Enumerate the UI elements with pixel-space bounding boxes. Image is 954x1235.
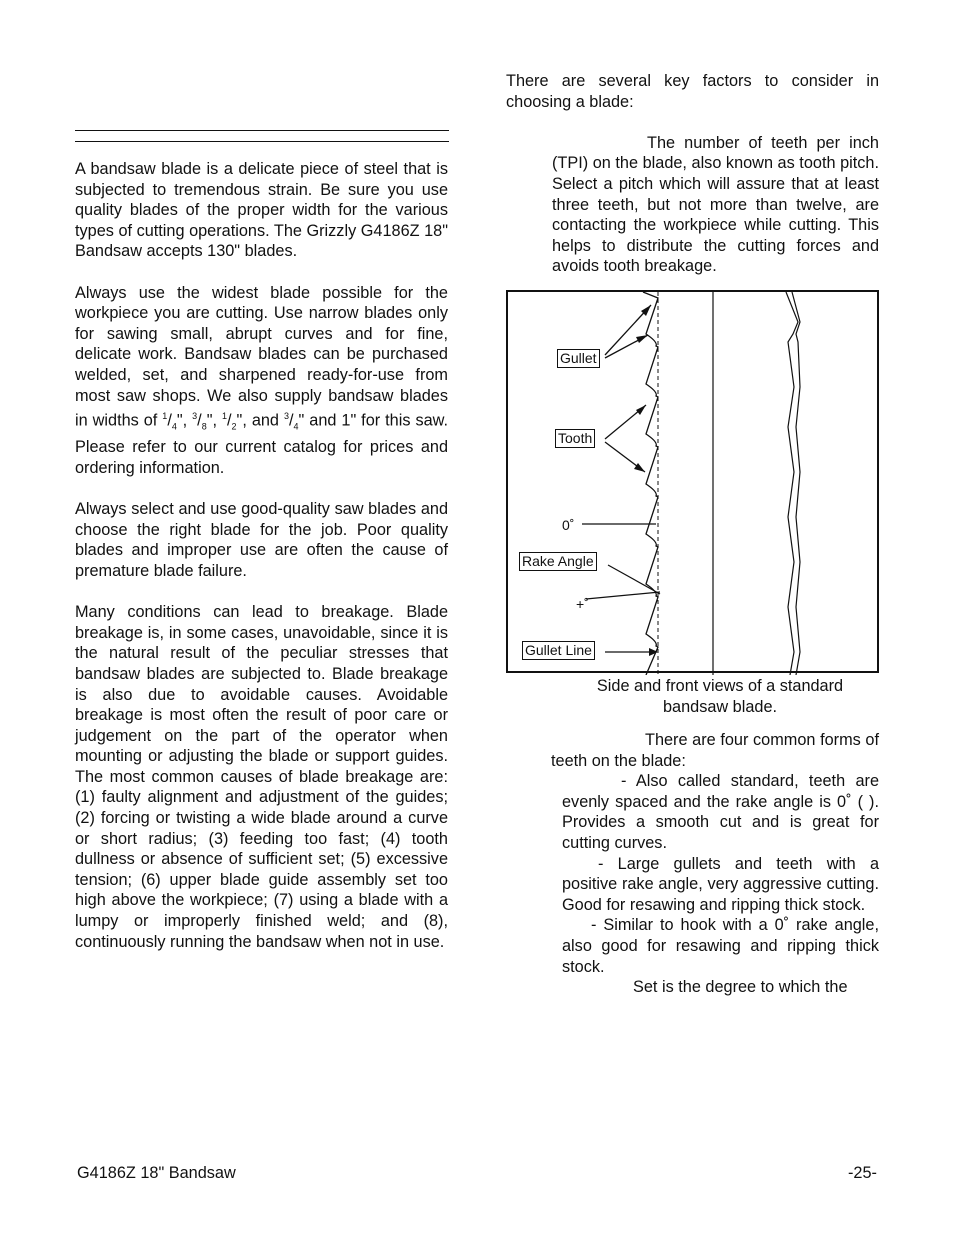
caption-line-1: Side and front views of a standard <box>596 677 844 695</box>
figure-caption <box>560 676 880 717</box>
tooth-label: Tooth <box>555 429 595 448</box>
section-rule-bottom <box>75 141 449 142</box>
rake-line-2 <box>608 565 660 594</box>
blade-quality-paragraph: Always select and use good-quality saw blades and choose the right blade for the job. Poor quality blades and improper use are often the cause of premature blade failure. <box>75 500 448 580</box>
blade-breakage-paragraph: Many conditions can lead to breakage. Blade breakage is, in some cases, unavoidable, since it is the natural result of the peculiar stresses that bandsaw blades are subjected to. Blade breakage is also due to avoidable causes. Avoidable breakage is most often the result of poor care or judgement on the part of the operator when mounting or adjusting the blade or support guides. The most common causes of blade breakage are: (1) faulty alignment and adjustment of the guides; (2) forcing or twisting a wide blade around a curve or short radius; (3) feeding too fast; (4) tooth dullness or absence of sufficient set; (5) excessive tension; (6) upper blade guide assembly set too high above the workpiece; (7) using a blade with a lumpy or improperly finished weld; and (8), continuously running the bandsaw when not in use. <box>75 603 448 951</box>
blade-set-paragraph: Set is the degree to which the <box>633 978 848 997</box>
left-column <box>75 159 448 973</box>
key-factors-intro: There are several key factors to consider in choosing a blade: <box>506 72 879 111</box>
fraction-sep: ", <box>176 411 193 430</box>
zero-degree-label: 0˚ <box>562 517 575 533</box>
positive-degree-label: +˚ <box>576 596 589 612</box>
tpi-text: The number of teeth per inch (TPI) on the blade, also known as tooth pitch. Select a pitch which will assure that at least three teeth, but not more than twelve, are contacting the workpiece while cutting. This helps to distribute the cutting forces and avoids tooth breakage. <box>552 133 879 276</box>
gullet-label: Gullet <box>557 349 600 368</box>
section-rule-top <box>75 130 449 131</box>
rake-line-1 <box>586 592 660 599</box>
tooth-form-hook: - Large gullets and teeth with a positive rake angle, very aggressive cutting. Good for resawing and ripping thick stock. <box>562 854 879 914</box>
blade-width-text-b: " and 1" for this saw. Please refer to our current catalog for prices and ordering information. <box>75 411 449 477</box>
fraction-num: 1 <box>162 411 168 422</box>
tooth-forms-intro: There are four common forms of teeth on the blade: <box>551 731 879 770</box>
fraction-num: 1 <box>221 411 227 422</box>
fraction-den: 4 <box>293 421 299 432</box>
gullet-line-label: Gullet Line <box>522 641 595 660</box>
arrowhead <box>636 405 646 415</box>
rake-angle-label: Rake Angle <box>519 552 597 571</box>
fraction-num: 3 <box>283 411 289 422</box>
side-view-teeth <box>643 292 658 675</box>
front-view-teeth-right <box>792 292 800 675</box>
arrowhead <box>636 335 648 343</box>
blade-intro-paragraph: A bandsaw blade is a delicate piece of steel that is subjected to tremendous strain. Be sure you use quality blades of the proper width for the various types of cutting operations. The Grizzly G4186Z 18" Bandsaw accepts 130" blades. <box>75 160 448 261</box>
fraction-sep: ", <box>206 411 222 430</box>
fraction-den: 4 <box>171 421 177 432</box>
page-number: -25- <box>848 1164 877 1182</box>
fraction-den: 8 <box>201 421 207 432</box>
front-view-teeth-left <box>786 292 798 675</box>
fraction-sep: ", and <box>236 411 284 430</box>
tooth-forms-section <box>551 730 879 998</box>
right-column <box>506 71 879 298</box>
fraction-den: 2 <box>231 421 237 432</box>
tooth-form-regular: - Also called standard, teeth are evenly spaced and the rake angle is 0˚ ( ). Provides a smooth cut and is great for cutting curves. <box>562 772 879 852</box>
caption-line-2: bandsaw blade. <box>662 697 778 716</box>
blade-diagram <box>506 290 879 673</box>
tpi-paragraph <box>552 133 879 277</box>
blade-width-text-a: Always use the widest blade possible for the workpiece you are cutting. Use narrow blades only for sawing small, abrupt curves and for fine, delicate work. Bandsaw blades can be purchased welded, set, and sharpened ready-for-use from most saw shops. We also supply bandsaw blades in widths of <box>75 283 448 430</box>
footer-title: G4186Z 18" Bandsaw <box>77 1164 236 1182</box>
fraction-num: 3 <box>192 411 198 422</box>
blade-width-paragraph: Always use the widest blade possible for the workpiece you are cutting. Use narrow blades only for sawing small, abrupt curves and for fine, delicate work. Bandsaw blades can be purchased welded, set, and sharpened ready-for-use from most saw shops. We also supply bandsaw blades in widths of $^1/_4$", $^3/_8$", $^1/_2$", and $^3/_4$" and 1" for this saw. Please refer to our current catalog for prices and ordering information. <box>75 283 449 477</box>
tooth-form-skip: - Similar to hook with a 0˚ rake angle, also good for resawing and ripping thick stock. <box>562 916 879 976</box>
